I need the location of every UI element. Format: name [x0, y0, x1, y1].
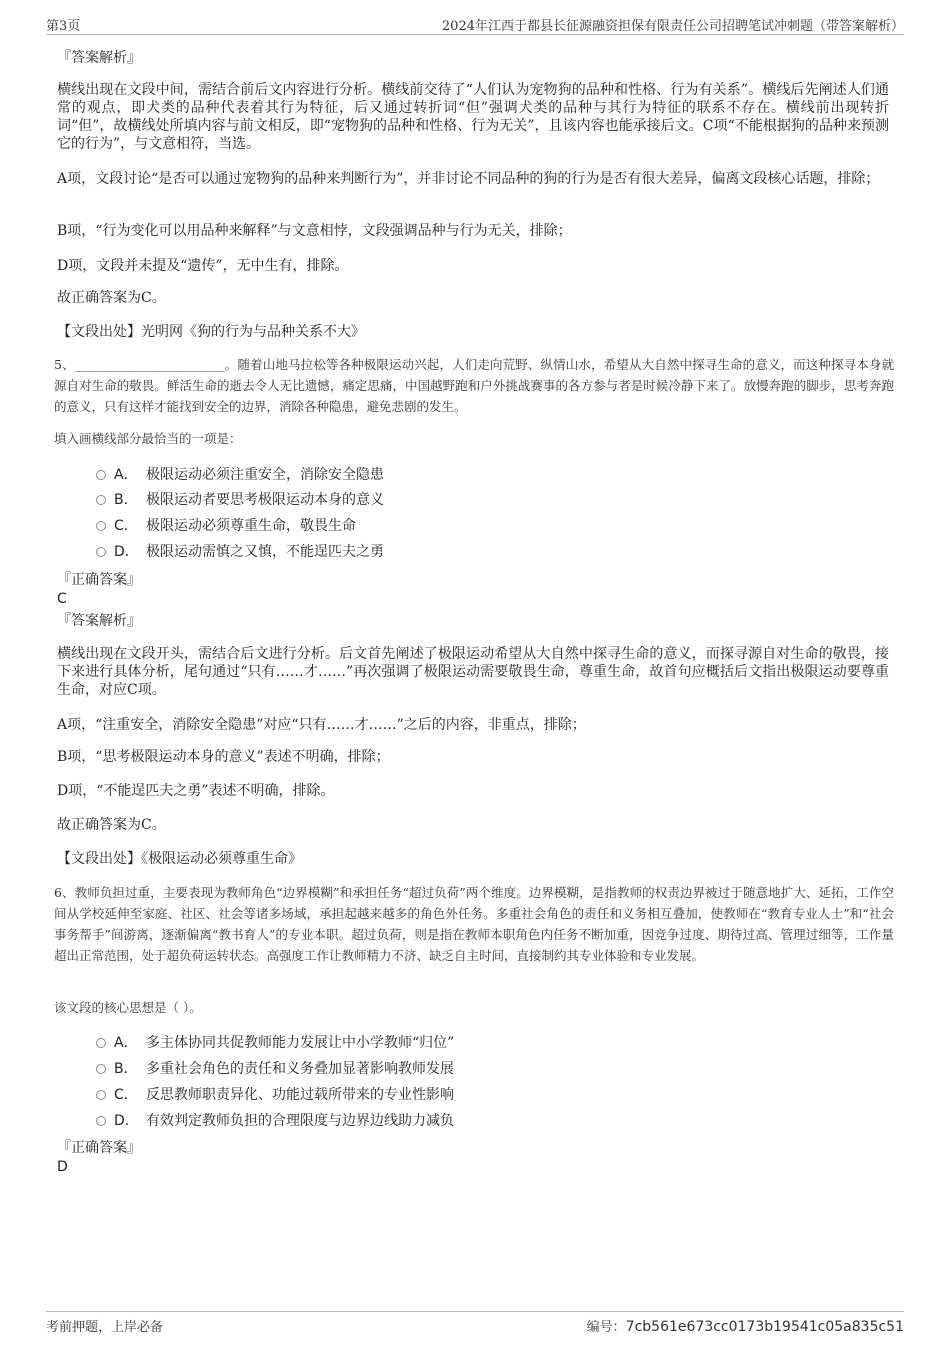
option-text: 极限运动者要思考极限运动本身的意义	[146, 492, 384, 508]
radio-icon[interactable]	[96, 547, 106, 557]
q6-option-c[interactable]	[96, 1085, 454, 1105]
q5-conclusion: 故正确答案为C。	[57, 817, 166, 833]
option-text: 极限运动必须尊重生命，敬畏生命	[146, 518, 356, 534]
radio-icon[interactable]	[96, 1064, 106, 1074]
q6-option-b[interactable]	[96, 1059, 454, 1079]
q5-source: 【文段出处】《极限运动必须尊重生命》	[57, 851, 302, 867]
option-letter: D．	[114, 1113, 139, 1129]
option-letter: B．	[114, 1061, 138, 1077]
document-title: 2024年江西于都县长征源融资担保有限责任公司招聘笔试冲刺题（带答案解析）	[441, 19, 904, 34]
q5-number: 5、	[54, 357, 75, 372]
q6-stem: 6、教师负担过重，主要表现为教师角色“边界模糊”和承担任务“超过负荷”两个维度。边界模糊，是指教师的权责边界被过于随意地扩大、延拓，工作空间从学校延伸至家庭、社区、社会等诸多场域，承担起越来越多的角色外任务。多重社会角色的责任和义务相互叠加，使教师在“教育专业人士”和“社会事务帮手”间游离，逐渐偏离“教书育人”的专业本职。超过负荷，则是指在教师本职角色内任务不断加重，因竞争过度、期待过高、管理过细等，工作量超出正常范围，处于超负荷运转状态。高强度工作让教师精力不济、缺乏自主时间，直接制约其专业体验和专业发展。	[54, 885, 894, 963]
radio-icon[interactable]	[96, 1090, 106, 1100]
option-text: 极限运动必须注重安全，消除安全隐患	[146, 467, 384, 483]
option-letter: C．	[114, 1087, 138, 1103]
q4-option-b-analysis: B项，“行为变化可以用品种来解释”与文意相悖，文段强调品种与行为无关，排除；	[57, 223, 572, 239]
q4-conclusion: 故正确答案为C。	[57, 290, 166, 306]
option-text: 极限运动需慎之又慎，不能逞匹夫之勇	[146, 544, 384, 560]
page-header	[46, 12, 904, 35]
footer-slogan: 考前押题，上岸必备	[46, 1320, 164, 1335]
q5-answer-label: 『正确答案』	[57, 572, 141, 588]
q5-text: 。随着山地马拉松等各种极限运动兴起，人们走向荒野、纵情山水，希望从大自然中探寻生命的意义，而这种探寻本身就源自对生命的敬畏。鲜活生命的逝去令人无比遗憾，痛定思痛，中国越野跑和户外挑战赛事的各方参与者是时候冷静下来了。放慢奔跑的脚步，思考奔跑的意义，只有这样才能找到安全的边界，消除各种隐患，避免悲剧的发生。	[54, 357, 894, 414]
q5-option-a[interactable]	[96, 465, 384, 485]
page-footer	[46, 1311, 904, 1334]
q5-option-a-analysis: A项，“注重安全，消除安全隐患”对应“只有……才……”之后的内容，非重点，排除；	[57, 717, 586, 733]
q4-option-a-analysis: A项，文段讨论“是否可以通过宠物狗的品种来判断行为”，并非讨论不同品种的狗的行为是否有很大差异，偏离文段核心话题，排除；	[57, 171, 880, 187]
page-number: 第3页	[46, 19, 81, 34]
q5-option-d[interactable]	[96, 542, 384, 562]
option-text: 有效判定教师负担的合理限度与边界边线助力减负	[146, 1113, 454, 1129]
radio-icon[interactable]	[96, 470, 106, 480]
q5-prompt: 填入画横线部分最恰当的一项是：	[54, 431, 242, 446]
option-text: 多主体协同共促教师能力发展让中小学教师“归位”	[146, 1035, 455, 1051]
q5-option-d-analysis: D项，“不能逞匹夫之勇”表述不明确，排除。	[57, 783, 335, 799]
q4-analysis: 横线出现在文段中间，需结合前后文内容进行分析。横线前交待了“人们认为宠物狗的品种和性格、行为有关系”。横线后先阐述人们通常的观点，即犬类的品种代表着其行为特征，后又通过转折词“但”强调犬类的品种与其行为特征的联系不存在。横线前出现转折词“但”，故横线处所填内容与前文相反，即“宠物狗的品种和性格、行为无关”，且该内容也能承接后文。C项“不能根据狗的品种来预测它的行为”，与文意相符，当选。	[57, 82, 889, 152]
q5-option-b-analysis: B项，“思考极限运动本身的意义”表述不明确，排除；	[57, 749, 390, 765]
q5-analysis: 横线出现在文段开头，需结合后文进行分析。后文首先阐述了极限运动希望从大自然中探寻生命的意义，而探寻源自对生命的敬畏，接下来进行具体分析，尾句通过“只有……才……”再次强调了极限运动需要敬畏生命，尊重生命，故首句应概括后文指出极限运动要尊重生命，对应C项。	[57, 646, 889, 698]
q5-option-b[interactable]	[96, 490, 384, 510]
option-letter: C．	[114, 518, 138, 534]
q6-option-a[interactable]	[96, 1033, 454, 1053]
radio-icon[interactable]	[96, 521, 106, 531]
q5-answer: C	[57, 591, 67, 607]
q4-option-d-analysis: D项，文段并未提及“遗传”，无中生有，排除。	[57, 258, 349, 274]
option-letter: A．	[114, 1035, 138, 1051]
q6-answer-label: 『正确答案』	[57, 1140, 141, 1156]
q5-option-c[interactable]	[96, 516, 356, 536]
footer-code	[587, 1316, 904, 1335]
q6-answer: D	[57, 1159, 68, 1175]
q5-analysis-label: 『答案解析』	[57, 613, 141, 629]
footer-code-value: 7cb561e673cc0173b19541c05a835c51	[625, 1319, 904, 1335]
option-letter: B．	[114, 492, 138, 508]
radio-icon[interactable]	[96, 1038, 106, 1048]
q6-prompt: 该文段的核心思想是（ ）。	[54, 1000, 202, 1015]
radio-icon[interactable]	[96, 495, 106, 505]
radio-icon[interactable]	[96, 1116, 106, 1126]
footer-code-label: 编号：	[586, 1320, 626, 1335]
option-text: 反思教师职责异化、功能过载所带来的专业性影响	[146, 1087, 454, 1103]
q6-option-d[interactable]	[96, 1111, 454, 1131]
option-text: 多重社会角色的责任和义务叠加显著影响教师发展	[146, 1061, 454, 1077]
q5-blank: ________________________	[74, 357, 225, 372]
q4-analysis-label: 『答案解析』	[57, 50, 141, 66]
q5-stem	[54, 354, 894, 417]
q4-source: 【文段出处】光明网《狗的行为与品种关系不大》	[57, 324, 365, 340]
option-letter: D．	[114, 544, 139, 560]
option-letter: A．	[114, 467, 138, 483]
